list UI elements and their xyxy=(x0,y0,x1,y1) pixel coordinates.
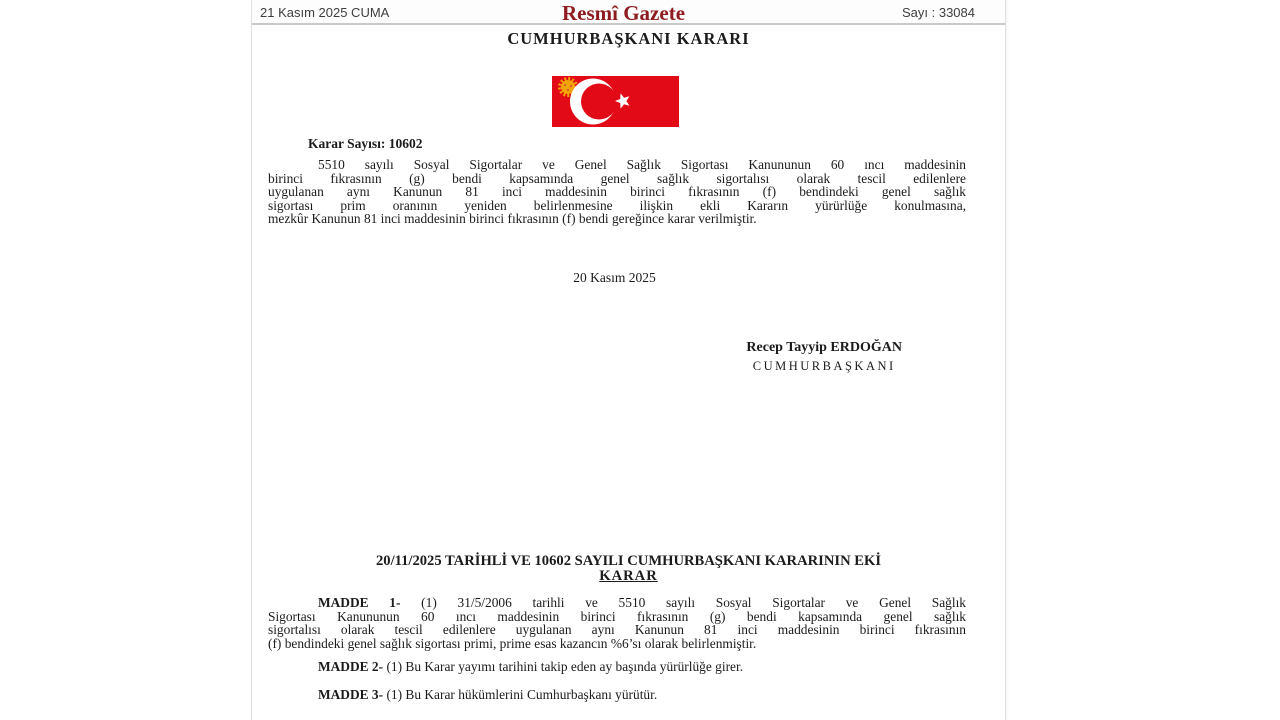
madde2-paragraph: MADDE 2- (1) Bu Karar yayımı tarihini takip eden ay başında yürürlüğe girer. xyxy=(318,659,744,674)
masthead xyxy=(252,0,1005,25)
madde1-line: MADDE 1- (1) 31/5/2006 tarihli ve 5510 sayılı Sosyal Sigortalar ve Genel Sağlık xyxy=(318,595,966,610)
annex-heading xyxy=(252,554,1005,584)
decree-line: uygulanan aynı Kanunun 81 inci maddesinin birinci fıkrasının (f) bendindeki genel sağlık xyxy=(268,184,966,199)
annex-heading-line1: 20/11/2025 TARİHLİ VE 10602 SAYILI CUMHURBAŞKANI KARARININ EKİ xyxy=(375,553,882,569)
masthead-date: 21 Kasım 2025 CUMA xyxy=(260,5,390,20)
madde2-label: MADDE 2- xyxy=(318,659,384,674)
masthead-title: Resmî Gazete xyxy=(561,1,686,25)
signature-block xyxy=(746,340,902,374)
decision-heading: CUMHURBAŞKANI KARARI xyxy=(507,29,750,48)
masthead-issue-number: Sayı : 33084 xyxy=(902,5,975,20)
decision-date: 20 Kasım 2025 xyxy=(573,270,656,285)
madde1-line: (f) bendindeki genel sağlık sigortası primi, prime esas kazancın %6’sı olarak belirlenmiştir. xyxy=(268,635,757,651)
decree-line: mezkûr Kanunun 81 inci maddesinin birinci fıkrasının (f) bendi gereğince karar verilmiştir. xyxy=(268,211,757,226)
decision-number: Karar Sayısı: 10602 xyxy=(308,136,423,151)
madde1-line: sigortalısı olarak tescil edilenlere uygulanan aynı Kanunun 81 inci maddesinin birinci fıkrasının xyxy=(268,622,966,637)
gazette-page xyxy=(251,0,1006,720)
madde1-line: Sigortası Kanununun 60 ıncı maddesinin birinci fıkrasının (g) bendi kapsamında genel sağlık xyxy=(268,608,966,624)
decree-line: 5510 sayılı Sosyal Sigortalar ve Genel Sağlık Sigortası Kanununun 60 ıncı maddesinin xyxy=(318,157,966,172)
madde3-label: MADDE 3- xyxy=(318,687,384,702)
madde1-label: MADDE 1- xyxy=(318,595,401,610)
decree-paragraph xyxy=(268,158,966,226)
signature-name: Recep Tayyip ERDOĞAN xyxy=(746,340,902,355)
signature-title: CUMHURBAŞKANI xyxy=(752,359,896,373)
madde3-paragraph: MADDE 3- (1) Bu Karar hükümlerini Cumhurbaşkanı yürütür. xyxy=(318,687,658,702)
madde1-paragraph xyxy=(268,596,966,650)
decree-line: birinci fıkrasının (g) bendi kapsamında genel sağlık sigortalısı olarak tescil edilenlere xyxy=(268,170,966,186)
decree-line: sigortası prim oranının yeniden belirlenmesine ilişkin ekli Kararın yürürlüğe konulmasına, xyxy=(268,197,966,213)
turkish-flag-icon xyxy=(552,76,679,127)
annex-heading-line2: KARAR xyxy=(599,568,658,584)
